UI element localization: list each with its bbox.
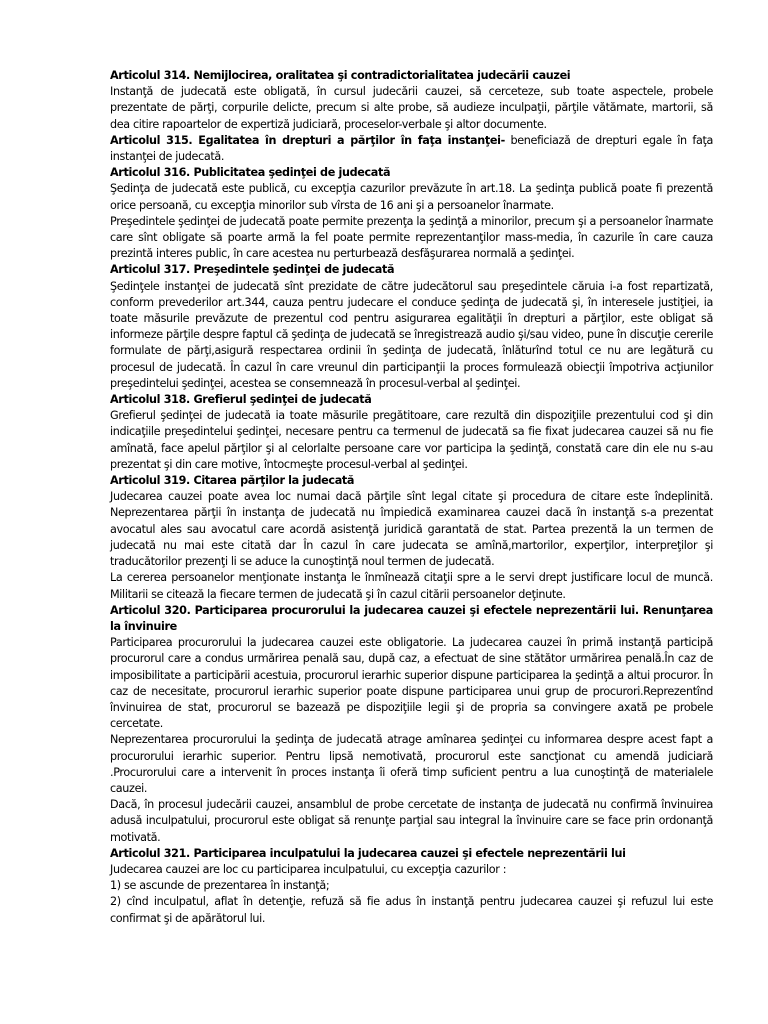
article-317-paragraph: Şedinţele instanţei de judecată sînt prezidate de către judecătorul sau preşedintele căruia i-a fost repartizată, conform prevederilor art.344, cauza pentru judecare el conduce şedinţa de judecată şi, în interesele justiţiei, ia toate măsurile prevăzute de prezentul cod pentru asigurarea egalităţii în drepturi a părţilor, este obligat să informeze părţile despre faptul că şedinţa de judecată se înregistrează audio şi/sau video, pune în discuţie cererile formulate de părţi,asigură respectarea ordinii în şedinţa de judecată, înlăturînd totul ce nu are legătură cu procesul de judecată. În cazul în care vreunul din participanţii la proces formulează obiecţii împotriva acţiunilor preşedintelui şedinţei, acestea se consemnează în procesul-verbal al şedinţei.	[110, 279, 713, 390]
article-318-heading: Articolul 318. Grefierul şedinţei de judecată	[110, 393, 372, 407]
article-316-heading: Articolul 316. Publicitatea şedinţei de judecată	[110, 166, 391, 180]
document-page	[110, 68, 713, 927]
article-319-heading: Articolul 319. Citarea părţilor la judecată	[110, 474, 355, 488]
article-319-paragraph-1: Judecarea cauzei poate avea loc numai dacă părţile sînt legal citate şi procedura de citare este îndeplinită. Neprezentarea părţii în instanţa de judecată nu împiedică examinarea cauzei dacă în instanţă s-a prezentat avocatul ales sau avocatul care acordă asistenţă juridică garantată de stat. Partea prezentă la un termen de judecată nu mai este citată dar În cazul în care judecata se amînă,martorilor, experţilor, interpreţilor şi traducătorilor prezenţi li se aduce la cunoştinţă noul termen de judecată.	[110, 490, 713, 569]
article-320-paragraph-3: Dacă, în procesul judecării cauzei, ansamblul de probe cercetate de instanţa de judecată nu confirmă învinuirea adusă inculpatului, procurorul este obligat să renunţe parţial sau integral la învinuire care se face prin ordonanţă motivată.	[110, 798, 713, 844]
article-319-paragraph-2: La cererea persoanelor menţionate instanţa le înmînează citaţii spre a le servi drept justificare locul de muncă. Militarii se citează la fiecare termen de judecată şi în cazul citării persoanelor deţinute.	[110, 571, 713, 601]
article-315-text: beneficiază de drepturi egale în faţa instanţei de judecată.	[110, 133, 714, 164]
article-321-list-item-1: 1) se ascunde de prezentarea în instanţă;	[110, 879, 330, 893]
article-321-paragraph-1: Judecarea cauzei are loc cu participarea inculpatului, cu excepţia cazurilor :	[110, 862, 507, 876]
article-315-paragraph	[110, 133, 713, 165]
article-314-paragraph: Instanţă de judecată este obligată, în cursul judecării cauzei, să cerceteze, sub toate aspectele, probele prezentate de părţi, corpurile delicte, precum si alte probe, să audieze inculpaţii, părţile vătămate, martorii, să dea citire rapoartelor de expertiză judiciară, proceselor-verbale şi altor documente.	[110, 85, 713, 131]
article-320-paragraph-2: Neprezentarea procurorului la şedinţa de judecată atrage amînarea şedinţei cu informarea despre acest fapt a procurorului ierarhic superior. Pentru lipsă nemotivată, procurorul este sancţionat cu amendă judiciară .Procurorului care a intervenit în proces instanţa îi oferă timp suficient pentru a lua cunoştinţă de materialele cauzei.	[110, 733, 713, 795]
article-315-heading: Articolul 315. Egalitatea în drepturi a părţilor în faţa instanţei-	[110, 133, 505, 147]
article-320-paragraph-1: Participarea procurorului la judecarea cauzei este obligatorie. La judecarea cauzei în primă instanţă participă procurorul care a condus urmărirea penală sau, după caz, a efectuat de sine stătător urmărirea penală.În caz de imposibilitate a participării acestuia, procurorul ierarhic superior dispune participarea la şedinţă a altui procuror. În caz de necesitate, procurorul ierarhic superior poate dispune participarea unui grup de procurori.Reprezentînd învinuirea de stat, procurorul se bazează pe dispoziţiile legii şi de propria sa convingere axată pe probele cercetate.	[110, 636, 713, 731]
article-317-heading: Articolul 317. Preşedintele şedinţei de judecată	[110, 263, 395, 277]
article-318-paragraph: Grefierul şedinţei de judecată ia toate măsurile pregătitoare, care rezultă din dispoziţiile prezentului cod şi din indicaţiile preşedintelui şedinţei, necesare pentru ca termenul de judecată sa fie fixat judecarea cauzei să nu fie amînată, face apelul părţilor şi al celorlalte persoane care vor participa la şedinţă, constată care din ele nu s-au prezentat şi din care motive, întocmeşte procesul-verbal al şedinţei.	[110, 409, 713, 471]
article-314-heading: Articolul 314. Nemijlocirea, oralitatea şi contradictorialitatea judecării cauzei	[110, 69, 571, 82]
article-316-paragraph-1: Şedinţa de judecată este publică, cu excepţia cazurilor prevăzute în art.18. La şedinţa publică poate fi prezentă orice persoană, cu excepţia minorilor sub vîrsta de 16 ani şi a persoanelor înarmate.	[110, 182, 713, 212]
article-320-heading: Articolul 320. Participarea procurorului la judecarea cauzei şi efectele neprezentării lui. Renunţarea la învinuire	[110, 603, 713, 633]
article-321-list-item-2: 2) cînd inculpatul, aflat în detenţie, refuză să fie adus în instanţă pentru judecarea cauzei şi refuzul lui este confirmat şi de apărătorul lui.	[110, 895, 713, 925]
article-316-paragraph-2: Preşedintele şedinţei de judecată poate permite prezenţa la şedinţă a minorilor, precum şi a persoanelor înarmate care sînt obligate să poarte armă la fel poate permite reprezentanţilor mass-media, în cazurile în care cauza prezintă interes public, în care acestea nu perturbează desfăşurarea normală a şedinţei.	[110, 214, 713, 261]
article-321-heading: Articolul 321. Participarea inculpatului la judecarea cauzei şi efectele neprezentării lui	[110, 846, 626, 860]
